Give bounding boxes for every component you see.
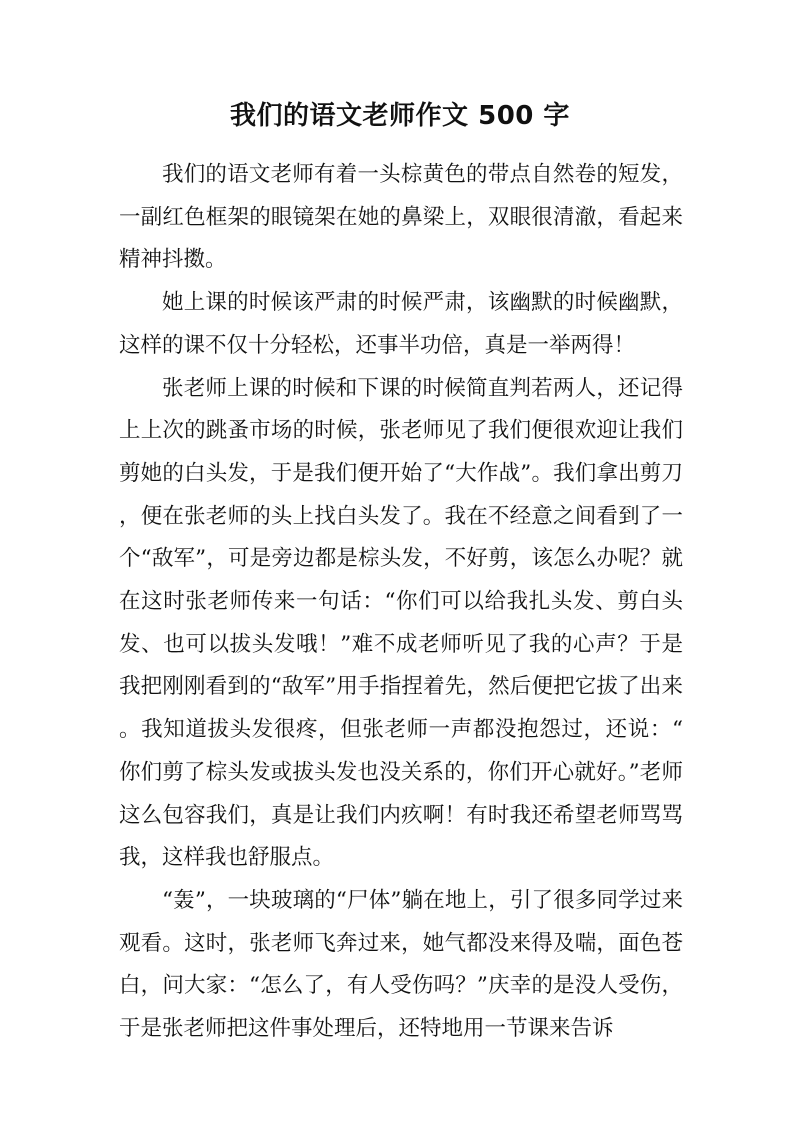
paragraph-3: 张老师上课的时候和下课的时候简直判若两人，还记得上上次的跳蚤市场的时候，张老师见了我们便很欢迎让我们剪她的白头发，于是我们便开始了“大作战”。我们拿出剪刀，便在张老师的头上找白头发了。我在不经意之间看到了一个“敌军”，可是旁边都是棕头发，不好剪，该怎么办呢？就在这时张老师传来一句话：“你们可以给我扎头发、剪白头发、也可以拔头发哦！”难不成老师听见了我的心声？于是我把刚刚看到的“敌军”用手指捏着先，然后便把它拔了出来。我知道拔头发很疼，但张老师一声都没抱怨过，还说：“你们剪了棕头发或拔头发也没关系的，你们开心就好。”老师这么包容我们，真是让我们内疚啊！有时我还希望老师骂骂我，这样我也舒服点。 bbox=[119, 375, 683, 871]
paragraph-1: 我们的语文老师有着一头棕黄色的带点自然卷的短发，一副红色框架的眼镜架在她的鼻梁上，双眼很清澈，看起来精神抖擞。 bbox=[119, 162, 683, 273]
document-title: 我们的语文老师作文 500 字 bbox=[230, 101, 570, 131]
document-body bbox=[119, 154, 683, 1051]
paragraph-2: 她上课的时候该严肃的时候严肃，该幽默的时候幽默，这样的课不仅十分轻松，还事半功倍，真是一举两得！ bbox=[119, 290, 683, 358]
paragraph-4: “轰”，一块玻璃的“尸体”躺在地上，引了很多同学过来观看。这时，张老师飞奔过来，她气都没来得及喘，面色苍白，问大家：“怎么了，有人受伤吗？”庆幸的是没人受伤，于是张老师把这件事处理后，还特地用一节课来告诉 bbox=[119, 887, 683, 1042]
